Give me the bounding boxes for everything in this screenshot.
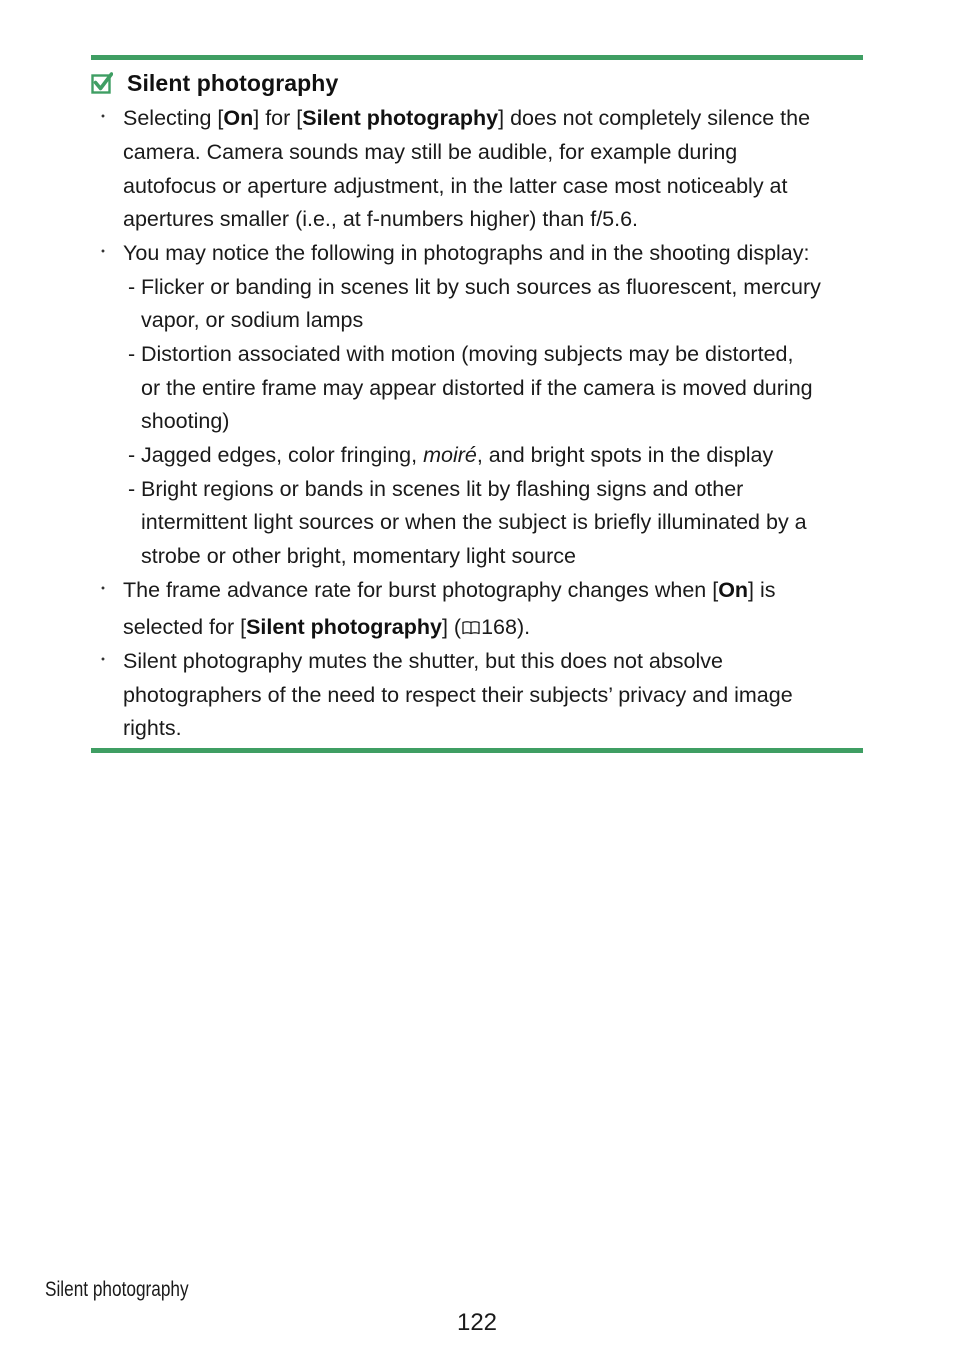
sub-item-4-line-3: strobe or other bright, momentary light source — [141, 544, 576, 568]
note-bottom-rule — [91, 748, 863, 753]
sub-item-dash: - — [128, 275, 136, 299]
footer-section-title: Silent photography — [45, 1278, 189, 1301]
sub-item-1-line-2: vapor, or sodium lamps — [141, 308, 364, 332]
sub-item-2-line-2: or the entire frame may appear distorted if the camera is moved during — [141, 376, 813, 400]
bullet-marker: ・ — [95, 581, 112, 598]
bullet-1-line-3: autofocus or aperture adjustment, in the latter case most noticeably at — [123, 174, 788, 198]
bullet-2-line-1: You may notice the following in photographs and in the shooting display: — [123, 241, 810, 265]
sub-item-4-line-2: intermittent light sources or when the subject is briefly illuminated by a — [141, 510, 807, 534]
bullet-4-line-2: photographers of the need to respect their subjects’ privacy and image — [123, 683, 793, 707]
sub-item-2-line-1: Distortion associated with motion (moving subjects may be distorted, — [141, 342, 794, 366]
sub-item-3-line-1: Jagged edges, color fringing, moiré, and bright spots in the display — [141, 443, 774, 467]
sub-item-2-line-3: shooting) — [141, 409, 230, 433]
bullet-1-line-2: camera. Camera sounds may still be audible, for example during — [123, 140, 738, 164]
term-moire: moiré — [423, 443, 477, 467]
note-box — [91, 55, 863, 753]
page-reference-link[interactable]: 168 — [481, 615, 517, 639]
note-header — [91, 69, 338, 97]
note-title: Silent photography — [127, 69, 339, 96]
book-reference-icon — [462, 620, 480, 635]
sub-item-dash: - — [128, 477, 136, 501]
bullet-1-line-1: Selecting [On] for [Silent photography] does not completely silence the — [123, 106, 811, 130]
bullet-1-line-4: apertures smaller (i.e., at f-numbers higher) than f/5.6. — [123, 207, 639, 231]
menu-item-silent-photography: Silent photography — [302, 106, 499, 130]
sub-item-dash: - — [128, 342, 136, 366]
sub-item-dash: - — [128, 443, 136, 467]
menu-item-silent-photography: Silent photography — [246, 615, 442, 639]
setting-value-on: On — [718, 578, 749, 602]
page-number: 122 — [456, 1309, 498, 1336]
bullet-3-line-1: The frame advance rate for burst photography changes when [On] is — [123, 578, 776, 602]
bullet-marker: ・ — [95, 109, 112, 126]
bullet-4-line-1: Silent photography mutes the shutter, but this does not absolve — [123, 649, 723, 673]
note-top-rule — [91, 55, 863, 60]
bullet-4-line-3: rights. — [123, 716, 182, 740]
bullet-marker: ・ — [95, 652, 112, 669]
sub-item-1-line-1: Flicker or banding in scenes lit by such sources as fluorescent, mercury — [141, 275, 821, 299]
check-box-icon — [91, 72, 113, 94]
setting-value-on: On — [223, 106, 254, 130]
sub-item-4-line-1: Bright regions or bands in scenes lit by flashing signs and other — [141, 477, 744, 501]
bullet-3-line-2: selected for [Silent photography] ( 168). — [123, 615, 531, 639]
bullet-marker: ・ — [95, 244, 112, 261]
